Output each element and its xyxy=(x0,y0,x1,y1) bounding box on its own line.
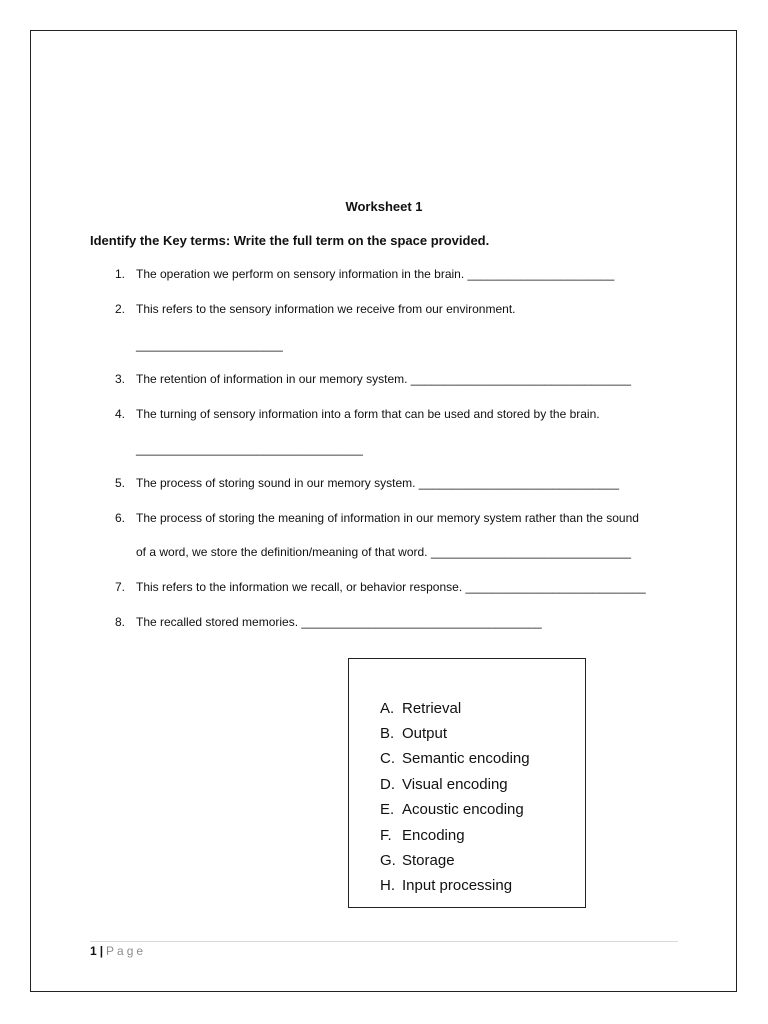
choice-item xyxy=(380,851,455,871)
choice-letter: H. xyxy=(380,877,395,894)
question-text: The retention of information in our memory system. _________________________________ xyxy=(136,372,632,386)
choice-letter: D. xyxy=(380,776,395,793)
choice-term: Semantic encoding xyxy=(402,750,530,767)
worksheet-title: Worksheet 1 xyxy=(345,199,423,214)
answer-blank: ______________________ xyxy=(136,338,283,352)
choice-item xyxy=(380,876,512,896)
choice-term: Encoding xyxy=(402,827,465,844)
choice-letter: A. xyxy=(380,700,395,717)
choice-term: Acoustic encoding xyxy=(402,801,524,818)
question-text: The process of storing the meaning of information in our memory system rather than the sound xyxy=(136,511,639,525)
choice-letter: G. xyxy=(380,852,396,869)
question-number: 5. xyxy=(114,476,125,490)
question-number: 8. xyxy=(114,615,125,629)
question-text: The operation we perform on sensory information in the brain. ______________________ xyxy=(136,267,615,281)
choice-letter: F. xyxy=(380,827,392,844)
question-number: 1. xyxy=(114,267,125,281)
choice-letter: E. xyxy=(380,801,395,818)
footer-separator: | xyxy=(99,944,104,958)
question-number: 6. xyxy=(114,511,125,525)
choice-item xyxy=(380,699,461,719)
choice-item xyxy=(380,749,530,769)
page-footer xyxy=(90,944,146,958)
choice-term: Storage xyxy=(402,852,455,869)
question-text: The turning of sensory information into a form that can be used and stored by the brain. xyxy=(136,407,600,421)
question-continuation: of a word, we store the definition/meaning of that word. ______________________________ xyxy=(136,545,632,559)
question-number: 4. xyxy=(114,407,125,421)
question-text: The recalled stored memories. ____________________________________ xyxy=(136,615,542,629)
choice-term: Visual encoding xyxy=(402,776,508,793)
question-number: 7. xyxy=(114,580,125,594)
question-number: 3. xyxy=(114,372,125,386)
page-label: Page xyxy=(106,944,147,958)
footer-divider xyxy=(90,941,678,942)
question-text: The process of storing sound in our memory system. ______________________________ xyxy=(136,476,619,490)
choice-item xyxy=(380,775,508,795)
instructions: Identify the Key terms: Write the full term on the space provided. xyxy=(90,233,490,248)
choice-term: Input processing xyxy=(402,877,513,894)
answer-blank: __________________________________ xyxy=(136,442,363,456)
answer-choices-box xyxy=(348,658,586,908)
choice-item xyxy=(380,826,465,846)
page-number: 1 xyxy=(90,944,97,958)
choice-item xyxy=(380,800,524,820)
question-text: This refers to the information we recall, or behavior response. ___________________________ xyxy=(136,580,646,594)
choice-term: Retrieval xyxy=(402,700,462,717)
question-number: 2. xyxy=(114,302,125,316)
choice-letter: B. xyxy=(380,725,395,742)
question-text: This refers to the sensory information we receive from our environment. xyxy=(136,302,516,316)
choice-letter: C. xyxy=(380,750,395,767)
choice-item xyxy=(380,724,447,744)
choice-term: Output xyxy=(402,725,448,742)
